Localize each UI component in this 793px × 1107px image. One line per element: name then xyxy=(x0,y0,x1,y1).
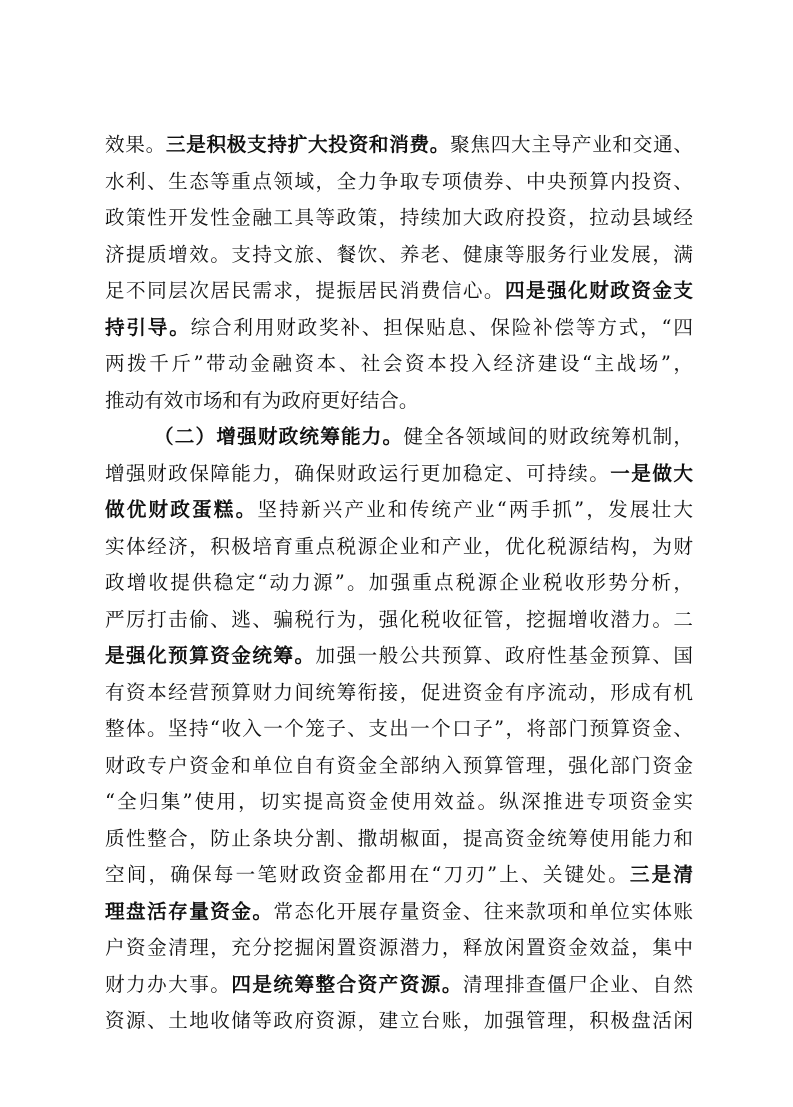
text-run: 质性整合，防止条块分割、撒胡椒面，提高资金统筹使用能力和 xyxy=(105,826,693,850)
text-run: 足不同层次居民需求，提振居民消费信心。 xyxy=(105,279,505,302)
text-line xyxy=(105,237,693,274)
bold-heading: 四是强化财政资金支 xyxy=(505,279,693,302)
text-line xyxy=(105,127,693,164)
section-heading-line xyxy=(105,419,693,456)
text-run: 整体。坚持“收入一个笼子、支出一个口子”，将部门预算资金、 xyxy=(105,717,693,740)
bold-heading: 是强化预算资金统筹。 xyxy=(105,644,316,667)
text-line xyxy=(105,602,693,639)
text-run: 资源、土地收储等政府资源，建立台账，加强管理，积极盘活闲 xyxy=(105,1009,693,1032)
text-run: 推动有效市场和有为政府更好结合。 xyxy=(105,388,419,412)
text-line xyxy=(105,711,693,748)
text-run: 加强一般公共预算、政府性基金预算、国 xyxy=(315,644,693,667)
text-run: 政策性开发性金融工具等政策，持续加大政府投资，拉动县域经 xyxy=(105,206,693,229)
bold-heading: 理盘活存量资金。 xyxy=(105,899,274,923)
text-run: 效果。 xyxy=(105,133,166,156)
bold-heading: 一是做大 xyxy=(610,461,693,485)
text-line xyxy=(105,346,693,383)
text-run: 严厉打击偷、逃、骗税行为，强化税收征管，挖掘增收潜力。二 xyxy=(105,607,693,631)
text-line xyxy=(105,638,693,675)
text-run: 财力办大事。 xyxy=(105,972,232,996)
text-line xyxy=(105,492,693,529)
text-run: 政增收提供稳定“动力源”。加强重点税源企业税收形势分析， xyxy=(105,571,693,594)
paragraph-end-line xyxy=(105,383,693,420)
text-run: 健全各领域间的财政统筹机制， xyxy=(403,425,693,448)
text-line xyxy=(105,273,693,310)
text-run: 实体经济，积极培育重点税源企业和产业，优化税源结构，为财 xyxy=(105,534,693,558)
text-run: 两拨千斤”带动金融资本、社会资本投入经济建设“主战场”， xyxy=(105,352,693,375)
text-line xyxy=(105,821,693,858)
text-run: 常态化开展存量资金、往来款项和单位实体账 xyxy=(273,899,693,923)
text-run: 户资金清理，充分挖掘闲置资源潜力，释放闲置资金效益，集中 xyxy=(105,936,693,959)
text-line xyxy=(105,894,693,931)
section-heading: （二）增强财政统筹能力。 xyxy=(154,425,404,448)
document-page xyxy=(105,127,693,1040)
text-run: 济提质增效。支持文旅、餐饮、养老、健康等服务行业发展，满 xyxy=(105,242,693,266)
bold-heading: 三是积极支持扩大投资和消费。 xyxy=(165,133,451,156)
bold-heading: 做优财政蛋糕。 xyxy=(105,498,258,521)
text-run: 坚持新兴产业和传统产业“两手抓”，发展壮大 xyxy=(257,498,693,521)
text-line xyxy=(105,675,693,712)
text-line xyxy=(105,565,693,602)
bold-heading: 三是清 xyxy=(629,863,693,886)
text-line xyxy=(105,456,693,493)
text-run: 综合利用财政奖补、担保贴息、保险补偿等方式，“四 xyxy=(190,315,693,339)
text-run: 聚焦四大主导产业和交通、 xyxy=(450,133,693,156)
text-line xyxy=(105,967,693,1004)
text-line xyxy=(105,784,693,821)
text-run: 有资本经营预算财力间统筹衔接，促进资金有序流动，形成有机 xyxy=(105,680,693,704)
text-line xyxy=(105,857,693,894)
bold-heading: 四是统筹整合资产资源。 xyxy=(231,972,463,996)
text-run: 清理排查僵尸企业、自然 xyxy=(462,972,693,996)
text-line xyxy=(105,164,693,201)
text-line xyxy=(105,930,693,967)
text-line xyxy=(105,529,693,566)
text-run: “全归集”使用，切实提高资金使用效益。纵深推进专项资金实 xyxy=(105,790,693,813)
text-line xyxy=(105,748,693,785)
text-run: 水利、生态等重点领域，全力争取专项债券、中央预算内投资、 xyxy=(105,169,693,193)
text-line xyxy=(105,310,693,347)
text-run: 财政专户资金和单位自有资金全部纳入预算管理，强化部门资金 xyxy=(105,753,693,777)
text-line xyxy=(105,200,693,237)
bold-heading: 持引导。 xyxy=(105,315,191,339)
text-line xyxy=(105,1003,693,1040)
text-run: 空间，确保每一笔财政资金都用在“刀刃”上、关键处。 xyxy=(105,863,630,886)
text-run: 增强财政保障能力，确保财政运行更加稳定、可持续。 xyxy=(105,461,611,485)
